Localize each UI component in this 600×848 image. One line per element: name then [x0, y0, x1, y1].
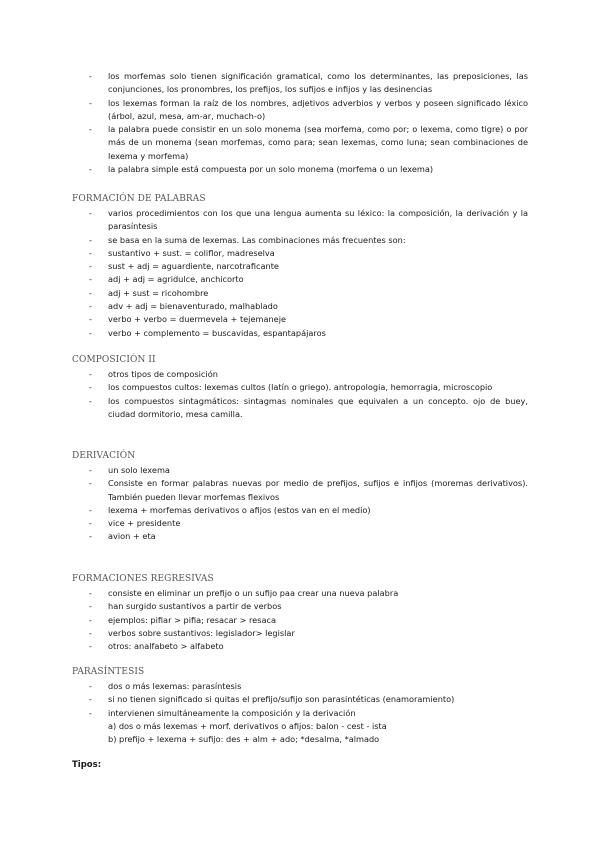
list-item: - consiste en eliminar un prefijo o un sufijo paa crear una nueva palabra — [0, 587, 600, 600]
formacion-section — [0, 193, 600, 340]
list-item: - ejemplos: pifiar > pifia; resacar > resaca — [0, 614, 600, 627]
list-item: - Consiste en formar palabras nuevas por medio de prefijos, sufijos e infijos (moremas derivativos). También pueden llevar morfemas flexivos — [0, 477, 600, 504]
list-item: - otros tipos de composición — [0, 368, 600, 381]
derivacion-list — [0, 464, 600, 544]
parasintesis-list — [0, 680, 600, 746]
list-item: - los compuestos sintagmáticos: sintagmas nominales que equivalen a un concepto. ojo de buey, ciudad dormitorio, mesa camilla. — [0, 395, 600, 422]
list-item: - otros: analfabeto > alfabeto — [0, 640, 600, 653]
list-item: - adv + adj = bienaventurado, malhablado — [0, 300, 600, 313]
intro-section — [0, 70, 600, 176]
regresivas-list — [0, 587, 600, 653]
list-item: - dos o más lexemas: parasíntesis — [0, 680, 600, 693]
section-heading: PARASÍNTESIS — [72, 667, 145, 677]
sub-list-item: a) dos o más lexemas + morf. derivativos o afijos: balon - cest - ista — [108, 720, 387, 731]
list-item: - adj + adj = agridulce, anchicorto — [0, 273, 600, 286]
list-item: - verbos sobre sustantivos: legislador> legislar — [0, 627, 600, 640]
list-item: - sust + adj = aguardiente, narcotraficante — [0, 260, 600, 273]
list-item: - lexema + morfemas derivativos o afijos (estos van en el medio) — [0, 504, 600, 517]
list-item: - los lexemas forman la raíz de los nombres, adjetivos adverbios y verbos y poseen significado léxico (árbol, azul, mesa, am-ar, muchach-o) — [0, 97, 600, 124]
list-item: - se basa en la suma de lexemas. Las combinaciones más frecuentes son: — [0, 234, 600, 247]
composicion-section — [0, 354, 600, 421]
list-item: - si no tienen significado si quitas el prefijo/sufijo son parasintéticas (enamoramiento) — [0, 693, 600, 706]
formacion-list — [0, 207, 600, 340]
regresivas-section — [0, 573, 600, 653]
list-item: - los morfemas solo tienen significación gramatical, como los determinantes, las preposiciones, las conjunciones, los pronombres, los prefijos, los sufijos e infijos y las desinencias — [0, 70, 600, 97]
list-item: - varios procedimientos con los que una lengua aumenta su léxico: la composición, la derivación y la parasíntesis — [0, 207, 600, 234]
section-heading: COMPOSICIÓN II — [72, 355, 156, 365]
section-heading: FORMACIONES REGRESIVAS — [72, 574, 214, 584]
list-item: - intervienen simultáneamente la composición y la derivación — [0, 707, 600, 720]
tipos-label: Tipos: — [72, 760, 102, 770]
list-item: - verbo + complemento = buscavidas, espantapájaros — [0, 327, 600, 340]
composicion-list — [0, 368, 600, 421]
sub-list-item: b) prefijo + lexema + sufijo: des + alm + ado; *desalma, *almado — [108, 734, 380, 745]
list-item: - un solo lexema — [0, 464, 600, 477]
list-item: - vice + presidente — [0, 517, 600, 530]
list-item: - la palabra simple está compuesta por un solo monema (morfema o un lexema) — [0, 163, 600, 176]
section-heading: DERIVACIÓN — [72, 451, 136, 461]
list-item: - verbo + verbo = duermevela + tejemaneje — [0, 313, 600, 326]
list-item: - adj + sust = ricohombre — [0, 287, 600, 300]
list-item: - los compuestos cultos: lexemas cultos (latín o griego). antropologia, hemorragia, microscopio — [0, 381, 600, 394]
derivacion-section — [0, 450, 600, 544]
list-item: - sustantivo + sust. = coliflor, madreselva — [0, 247, 600, 260]
list-item: - la palabra puede consistir en un solo monema (sea morfema, como por; o lexema, como tigre) o por más de un monema (sean morfemas, como para; sean lexemas, como luna; sean combinaciones de lexema y morfema) — [0, 123, 600, 163]
section-heading: FORMACIÓN DE PALABRAS — [72, 194, 206, 204]
list-item: - avion + eta — [0, 530, 600, 543]
intro-list — [0, 70, 600, 176]
parasintesis-section — [0, 666, 600, 746]
list-item: - han surgido sustantivos a partir de verbos — [0, 600, 600, 613]
